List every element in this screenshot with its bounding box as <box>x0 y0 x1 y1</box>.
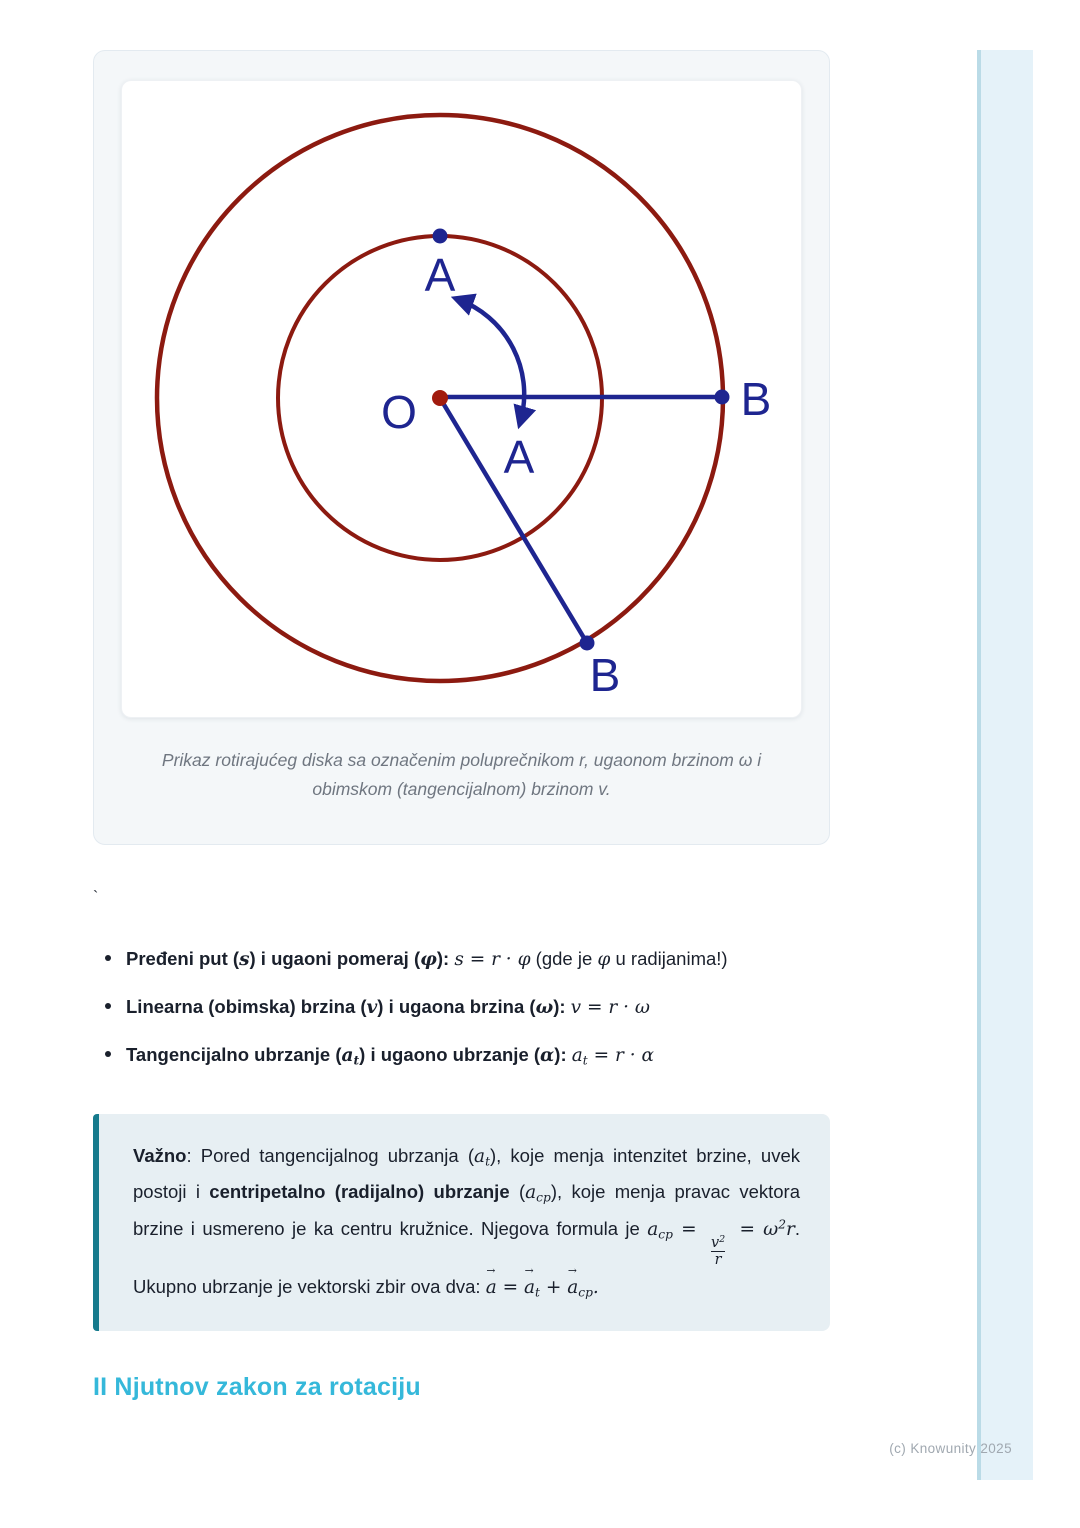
label-point-a-start: A <box>424 249 456 301</box>
list-item-tangential-angular-accel <box>93 1043 830 1069</box>
rotation-diagram <box>121 80 802 718</box>
bullet-icon <box>105 1051 111 1057</box>
label-point-b-start: B <box>740 373 772 425</box>
label-center-o: O <box>381 386 417 438</box>
list-item-text: Pređeni put (s) i ugaoni pomeraj (φ): s = r · φ (gde je φ u radijanima!) <box>126 947 728 970</box>
stray-backtick: ` <box>93 888 99 906</box>
list-item-linear-angular-speed <box>93 995 830 1019</box>
list-item-text: Tangencijalno ubrzanje $(a_t)$ i ugaono ubrzanje (α): $a_t = r \cdot \alpha$ <box>126 1044 654 1068</box>
copyright-note: (c) Knowunity 2025 <box>889 1441 1012 1456</box>
important-note-text: Važno: Pored tangencijalnog ubrzanja $(a_t)$, koje menja intenzitet brzine, uvek postoji i centripetalno (radijalno) ubrzanje $(a_{cp})$, koje menja pravac vektora brzine i usmereno je ka centru kružnice. Njegova formula je $a_{cp}$ = $\frac{v^2}{r}$ = $\omega^2r$. Ukupno ubrzanje je vektorski zbir ova dva: a → = $a \to_t + a \to_{cp}$. <box>133 1138 800 1306</box>
list-item-path-displacement <box>93 947 830 971</box>
formula-list <box>93 947 830 1069</box>
label-point-a-end: A <box>503 431 535 483</box>
rotation-diagram-svg <box>122 81 802 718</box>
point-b-start-dot <box>715 390 730 405</box>
rotation-angle-arrow <box>457 299 524 423</box>
bullet-icon <box>105 955 111 961</box>
figure-caption: Prikaz rotirajućeg diska sa označenim poluprečnikom r, ugaonom brzinom ω i obimskom (tangencijalnom) brzinom v. <box>161 750 762 799</box>
figure-card <box>93 50 830 845</box>
center-dot <box>432 390 448 406</box>
bullet-icon <box>105 1003 111 1009</box>
section-heading-newton-rotation: II Njutnov zakon za rotaciju <box>93 1373 421 1402</box>
scrollbar-track[interactable] <box>977 50 1033 1480</box>
list-item-text: Linearna (obimska) brzina (v) i ugaona brzina (ω): v = r · ω <box>126 995 650 1018</box>
label-point-b-end: B <box>589 649 621 701</box>
document-content <box>93 50 830 1402</box>
point-a-start-dot <box>433 229 448 244</box>
important-note-box <box>93 1114 830 1332</box>
